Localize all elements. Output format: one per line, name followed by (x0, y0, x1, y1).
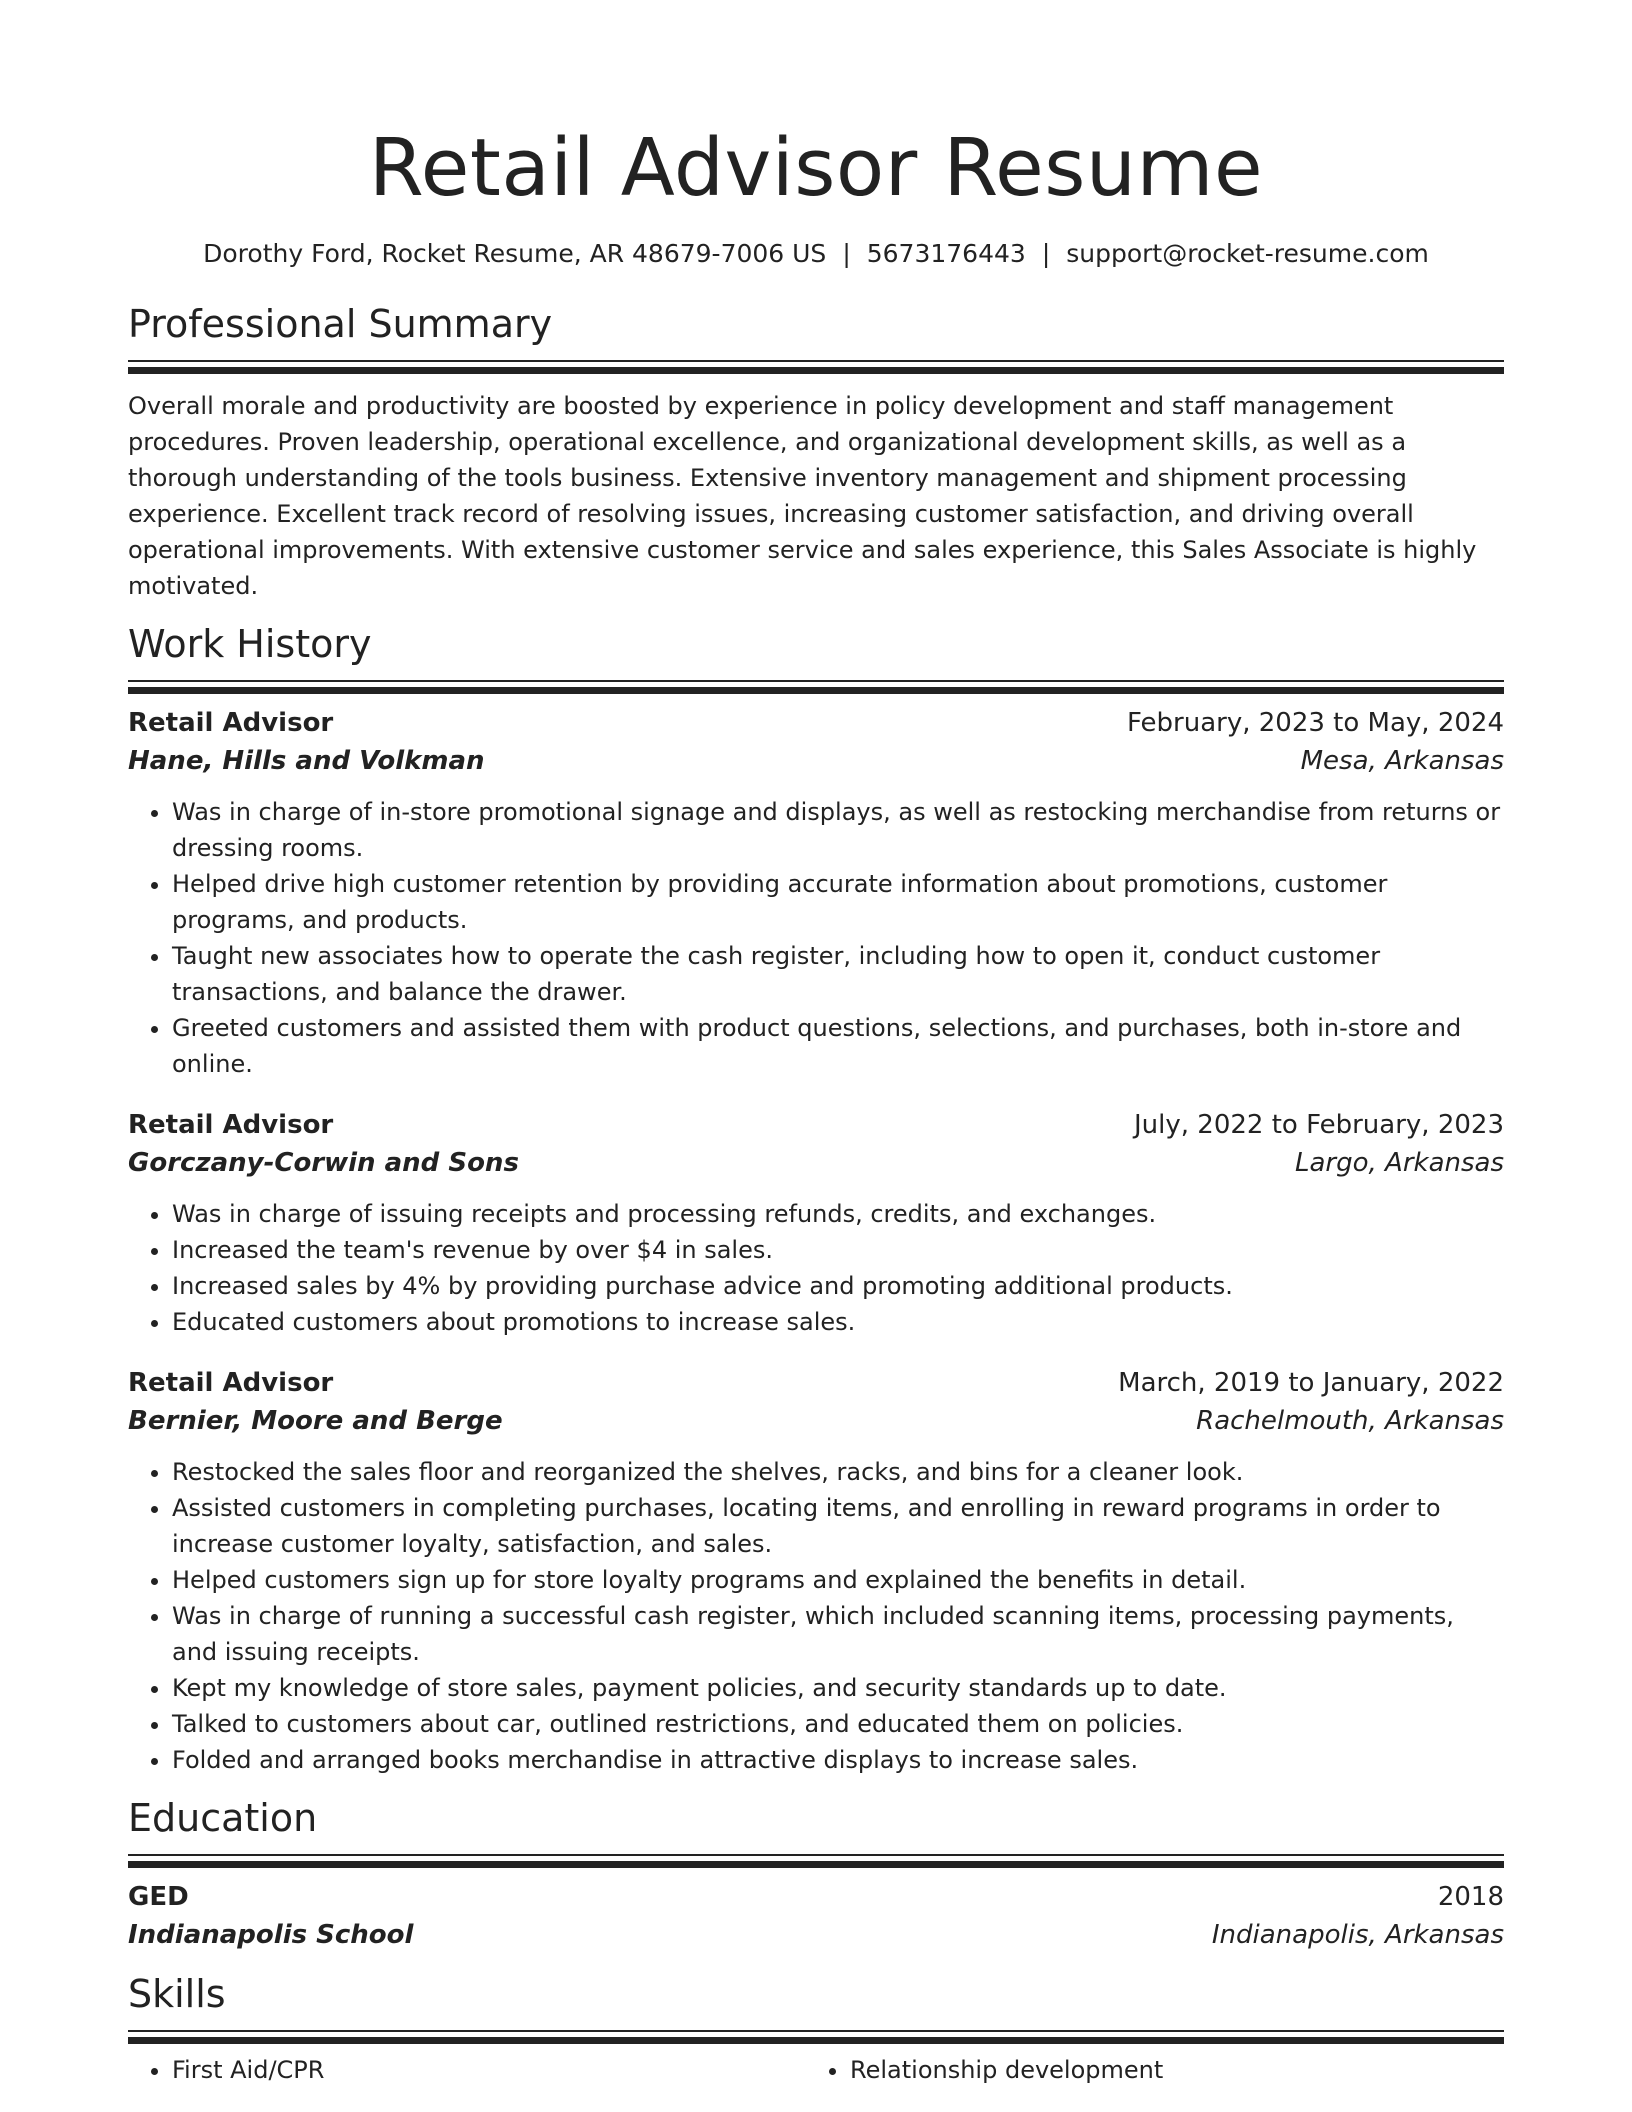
section-divider-thick (128, 1861, 1504, 1868)
section-heading-skills: Skills (128, 1972, 226, 2016)
job-header-row (128, 1106, 1504, 1144)
section-divider (128, 2030, 1504, 2032)
skill-item: • Relationship development (850, 2052, 1484, 2088)
section-divider-thick (128, 2037, 1504, 2044)
list-item: • Restocked the sales floor and reorganized the shelves, racks, and bins for a cleaner look. (172, 1454, 1504, 1490)
list-item: • Helped customers sign up for store loyalty programs and explained the benefits in detail. (172, 1562, 1504, 1598)
education-year: 2018 (1437, 1882, 1504, 1912)
job-header-row (128, 704, 1504, 742)
job-dates: February, 2023 to May, 2024 (1127, 708, 1504, 738)
job-company-row (128, 742, 1504, 780)
skills-section (128, 1972, 1504, 2088)
job-company-row (128, 1144, 1504, 1182)
job-dates: March, 2019 to January, 2022 (1118, 1368, 1504, 1398)
contact-phone: 5673176443 (866, 239, 1026, 268)
job-entry (128, 704, 1504, 1082)
list-item: • Was in charge of in-store promotional signage and displays, as well as restocking merchandise from returns or dressing rooms. (172, 794, 1504, 866)
section-divider (128, 360, 1504, 362)
section-divider (128, 680, 1504, 682)
education-school-row (128, 1916, 1504, 1954)
list-item: • Folded and arranged books merchandise in attractive displays to increase sales. (172, 1742, 1504, 1778)
contact-line (128, 238, 1504, 270)
education-section (128, 1796, 1504, 1954)
job-location: Rachelmouth, Arkansas (1196, 1406, 1504, 1436)
section-divider (128, 1854, 1504, 1856)
job-header-row (128, 1364, 1504, 1402)
section-heading-work: Work History (128, 622, 372, 666)
job-title: Retail Advisor (128, 708, 334, 738)
education-entry (128, 1878, 1504, 1954)
job-company: Hane, Hills and Volkman (128, 746, 485, 776)
job-bullets (128, 794, 1504, 1082)
list-item: • Increased sales by 4% by providing purchase advice and promoting additional products. (172, 1268, 1504, 1304)
list-item: • Taught new associates how to operate the cash register, including how to open it, conduct customer transactions, and balance the drawer. (172, 938, 1504, 1010)
list-item: • Helped drive high customer retention by providing accurate information about promotions, customer programs, and products. (172, 866, 1504, 938)
summary-text: Overall morale and productivity are boosted by experience in policy development and staff management procedures. Proven leadership, operational excellence, and organizational development skills, as well as a thorough understanding of the tools business. Extensive inventory management and shipment processing experience. Excellent track record of resolving issues, increasing customer satisfaction, and driving overall operational improvements. With extensive customer service and sales experience, this Sales Associate is highly motivated. (128, 392, 1477, 600)
contact-separator: | (842, 239, 851, 268)
list-item: • Increased the team's revenue by over $4 in sales. (172, 1232, 1504, 1268)
skill-item: • First Aid/CPR (172, 2052, 806, 2088)
job-company: Bernier, Moore and Berge (128, 1406, 503, 1436)
education-school: Indianapolis School (128, 1920, 414, 1950)
list-item: • Educated customers about promotions to increase sales. (172, 1304, 1504, 1340)
section-divider-thick (128, 367, 1504, 374)
education-location: Indianapolis, Arkansas (1211, 1920, 1504, 1950)
contact-address: Dorothy Ford, Rocket Resume, AR 48679-7006 US (203, 239, 827, 268)
job-bullets (128, 1196, 1504, 1340)
job-entry (128, 1106, 1504, 1340)
summary-section (128, 302, 1504, 604)
list-item: • Kept my knowledge of store sales, payment policies, and security standards up to date. (172, 1670, 1504, 1706)
education-degree: GED (128, 1882, 189, 1912)
list-item: • Talked to customers about car, outlined restrictions, and educated them on policies. (172, 1706, 1504, 1742)
skills-columns (128, 2052, 1504, 2088)
contact-separator: | (1041, 239, 1051, 268)
job-title: Retail Advisor (128, 1110, 334, 1140)
section-heading-education: Education (128, 1796, 318, 1840)
list-item: • Assisted customers in completing purchases, locating items, and enrolling in reward programs in order to increase customer loyalty, satisfaction, and sales. (172, 1490, 1504, 1562)
skills-list-left (128, 2052, 806, 2088)
job-dates: July, 2022 to February, 2023 (1134, 1110, 1504, 1140)
job-title: Retail Advisor (128, 1368, 334, 1398)
section-divider-thick (128, 687, 1504, 694)
job-location: Mesa, Arkansas (1300, 746, 1504, 776)
list-item: • Greeted customers and assisted them with product questions, selections, and purchases, both in-store and online. (172, 1010, 1504, 1082)
job-entry (128, 1364, 1504, 1778)
job-company-row (128, 1402, 1504, 1440)
skills-list-right (806, 2052, 1484, 2088)
resume-page (128, 0, 1504, 2088)
job-location: Largo, Arkansas (1294, 1148, 1504, 1178)
resume-title: Retail Advisor Resume (368, 122, 1264, 214)
education-header-row (128, 1878, 1504, 1916)
job-company: Gorczany-Corwin and Sons (128, 1148, 519, 1178)
list-item: • Was in charge of issuing receipts and processing refunds, credits, and exchanges. (172, 1196, 1504, 1232)
section-heading-summary: Professional Summary (128, 302, 553, 346)
list-item: • Was in charge of running a successful cash register, which included scanning items, processing payments, and issuing receipts. (172, 1598, 1504, 1670)
contact-email[interactable]: support@rocket-resume.com (1066, 239, 1429, 268)
job-bullets (128, 1454, 1504, 1778)
work-history-section (128, 622, 1504, 1778)
